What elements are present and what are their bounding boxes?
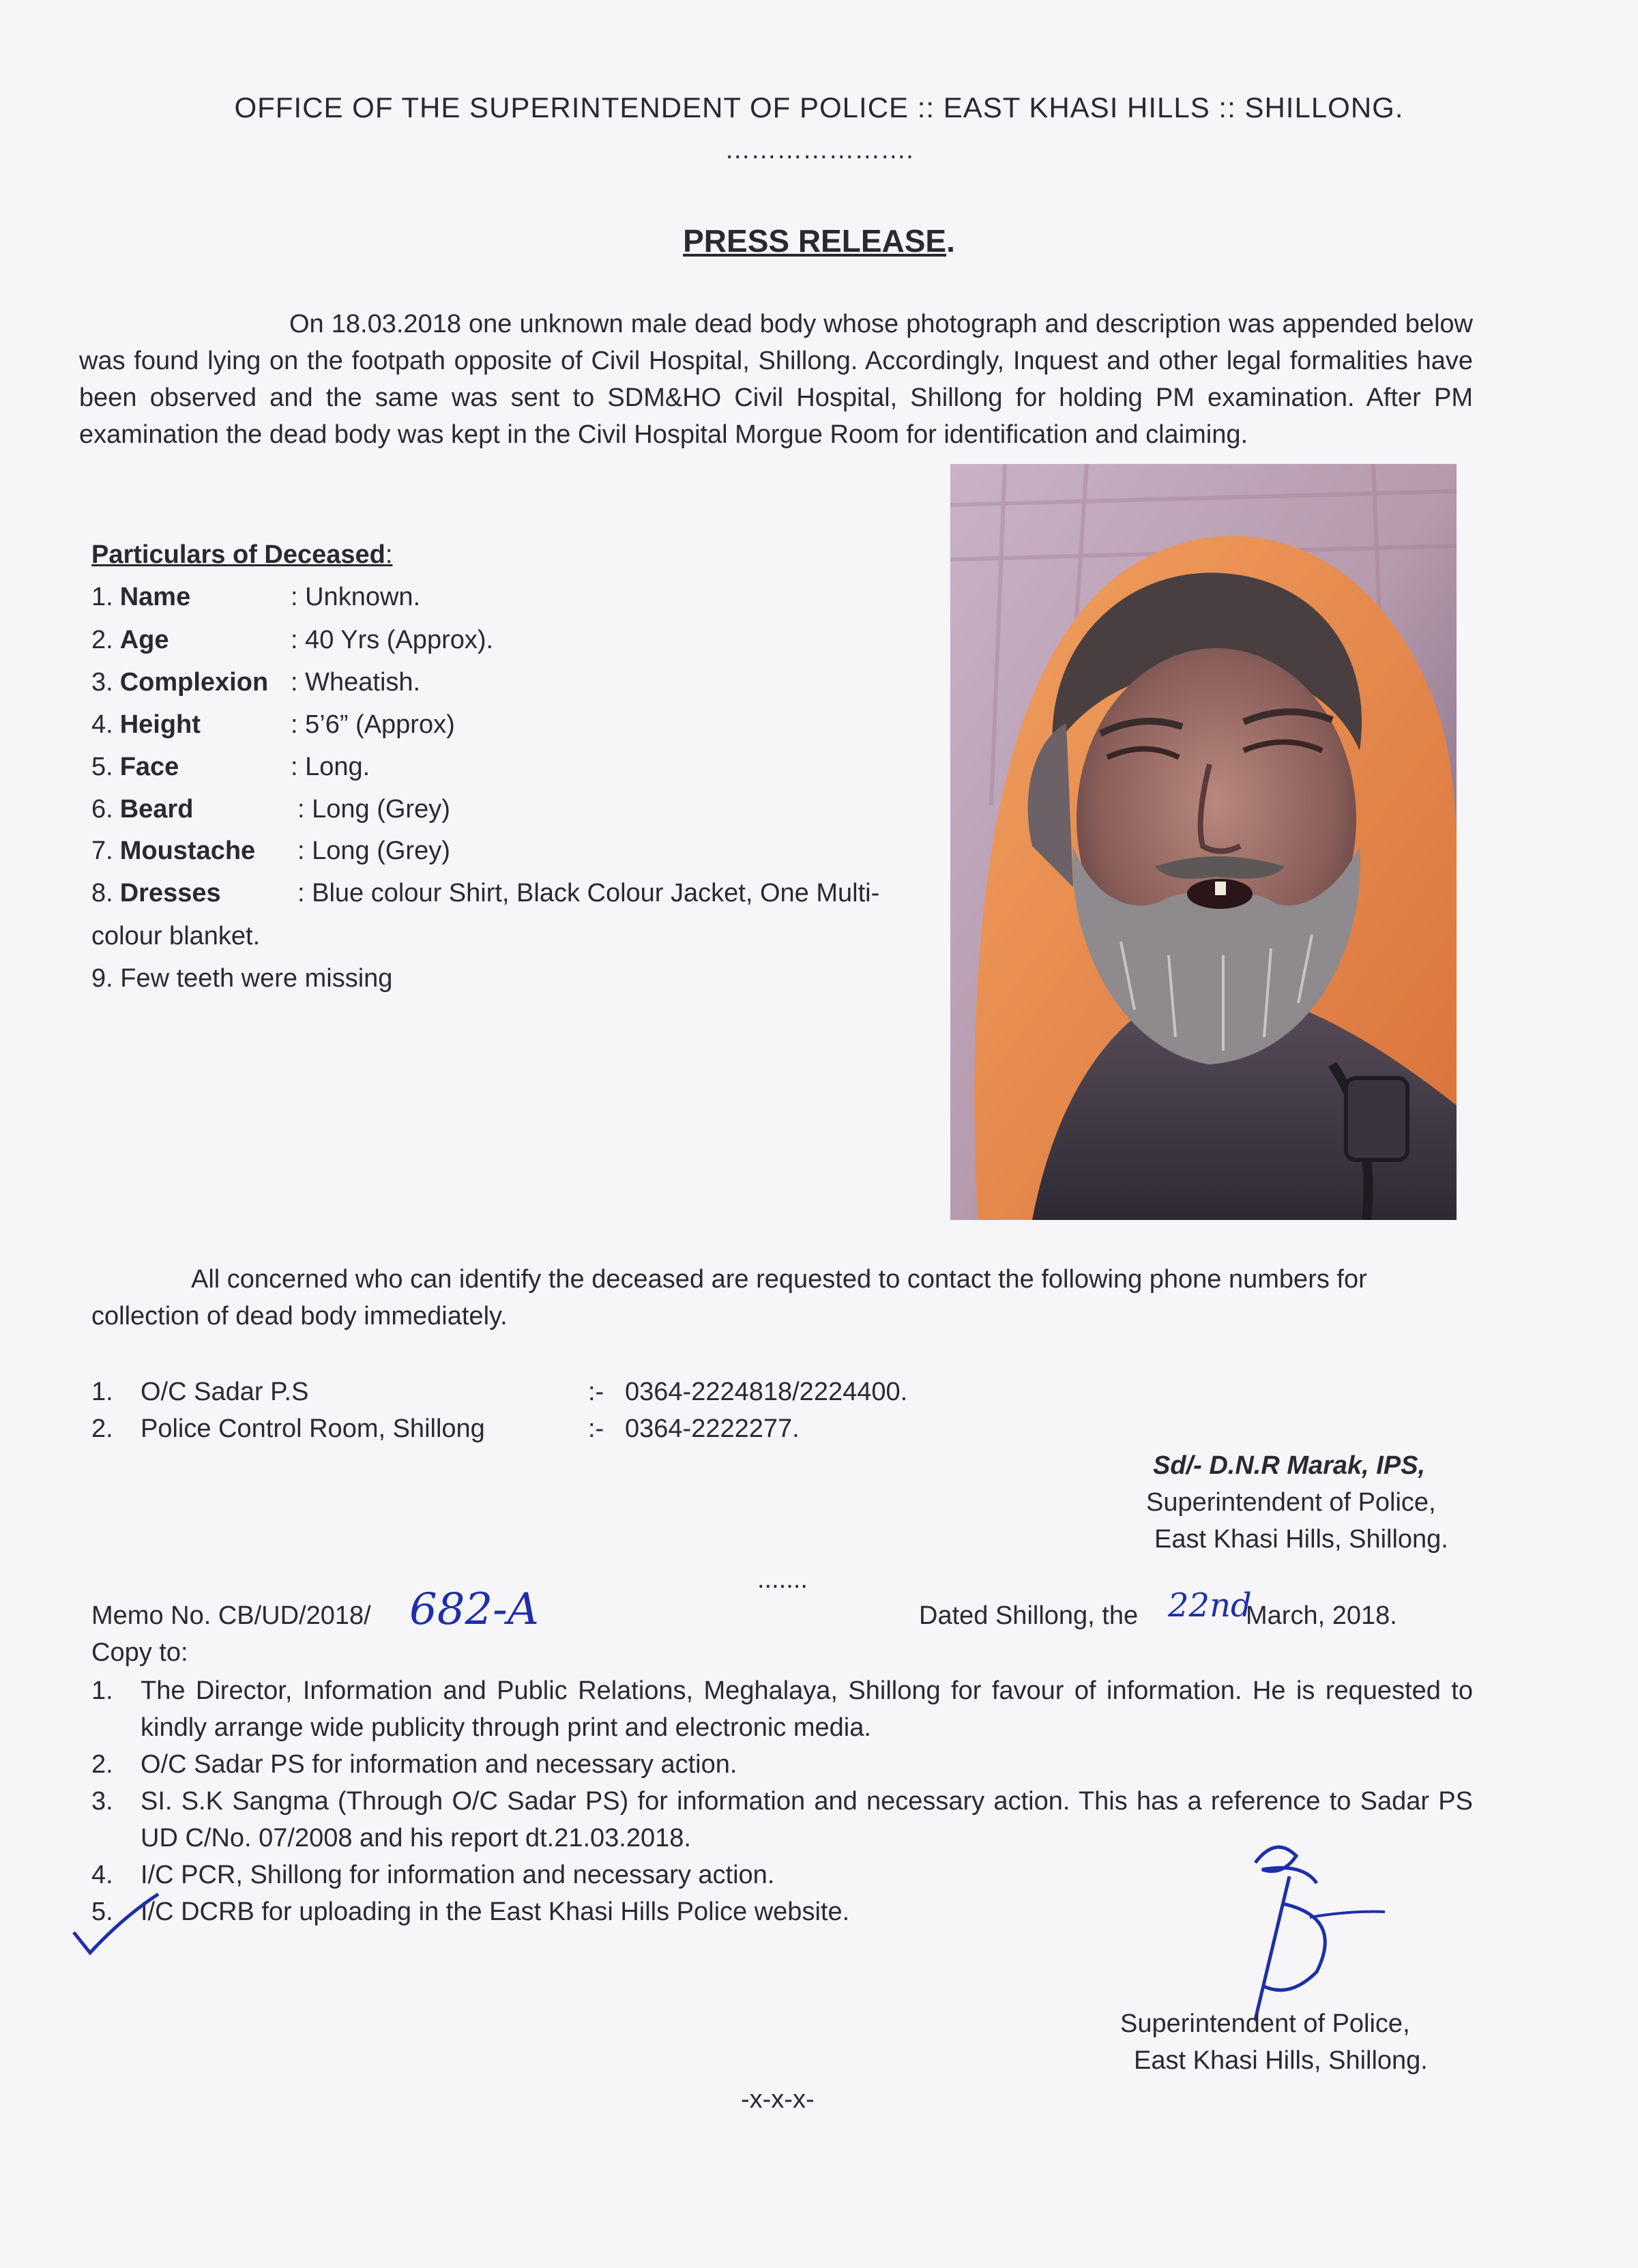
- copy-to-label: Copy to:: [91, 1638, 188, 1667]
- copy-text: The Director, Information and Public Relations, Meghalaya, Shillong for favour of information. He is requested to kindly arrange wide publicity through print and electronic media.: [141, 1676, 1473, 1742]
- memo-prefix: Memo No. CB/UD/2018/: [91, 1601, 371, 1630]
- signature2-designation: Superintendent of Police,: [1120, 2009, 1410, 2038]
- particular-label: Moustache: [119, 837, 256, 865]
- memo-day-handwritten: 22nd: [1168, 1586, 1252, 1625]
- contact-paragraph-text: All concerned who can identify the deceased are requested to contact the following phone numbers for collection of dead body immediately.: [91, 1265, 1367, 1331]
- particular-value: : Long.: [291, 753, 370, 781]
- particular-label: Beard: [119, 795, 194, 824]
- contact-name-2: Police Control Room, Shillong: [141, 1414, 485, 1443]
- press-release-title: [0, 220, 1638, 262]
- particular-num: 8.: [91, 879, 113, 907]
- particular-num: 7.: [91, 837, 113, 865]
- particular-label: Complexion: [119, 668, 269, 697]
- copy-num: 1.: [91, 1676, 113, 1705]
- particular-item: [91, 708, 201, 742]
- particular-label: Height: [119, 710, 201, 739]
- particular-num: 2.: [91, 626, 113, 654]
- contact-phone-1: 0364-2224818/2224400.: [625, 1378, 908, 1406]
- particular-num: 6.: [91, 795, 113, 824]
- particulars-heading: [91, 538, 392, 572]
- particular-num: 3.: [91, 668, 113, 697]
- office-header: OFFICE OF THE SUPERINTENDENT OF POLICE :: EAST KHASI HILLS :: SHILLONG.: [234, 91, 1404, 123]
- contact-sep-1: :-: [588, 1378, 604, 1406]
- particular-label: Dresses: [119, 879, 221, 907]
- particular-value: : Long (Grey): [297, 795, 450, 824]
- particular-label: Face: [119, 753, 179, 781]
- header-dots: ………………….: [725, 136, 913, 164]
- copy-text: I/C DCRB for uploading in the East Khasi Hills Police website.: [141, 1898, 850, 1926]
- particular-label: Age: [119, 626, 169, 654]
- particular-num: 1.: [91, 583, 113, 611]
- title-dot: .: [946, 223, 955, 259]
- deceased-photograph: [950, 464, 1457, 1220]
- particular-item: [91, 792, 193, 827]
- separator-dots: .......: [757, 1565, 808, 1594]
- copy-num: 2.: [91, 1750, 113, 1779]
- particular-label: Name: [119, 583, 191, 611]
- intro-text: On 18.03.2018 one unknown male dead body whose photograph and description was appended below was found lying on the footpath opposite of Civil Hospital, Shillong. Accordingly, Inquest and other legal formalities have been observed and the same was sent to SDM&HO Civil Hospital, Shillong for holding PM examination. After PM examination the dead body was kept in the Civil Hospital Morgue Room for identification and claiming.: [79, 310, 1473, 449]
- particular-num: 5.: [91, 753, 113, 781]
- memo-dated-suffix: March, 2018.: [1246, 1601, 1397, 1630]
- contact-phone-2: 0364-2222277.: [625, 1414, 800, 1443]
- particular-value: : Long (Grey): [297, 837, 450, 865]
- particular-value: : Unknown.: [291, 583, 421, 611]
- signature2-place: East Khasi Hills, Shillong.: [1134, 2046, 1428, 2075]
- copy-text: I/C PCR, Shillong for information and necessary action.: [141, 1861, 775, 1889]
- particulars-colon: :: [385, 540, 393, 569]
- end-mark: -x-x-x-: [741, 2085, 815, 2114]
- copy-text: SI. S.K Sangma (Through O/C Sadar PS) for information and necessary action. This has a reference to Sadar PS UD C/No. 07/2008 and his report dt.21.03.2018.: [141, 1787, 1473, 1852]
- contact-num-1: 1.: [91, 1378, 113, 1406]
- handwritten-tick-mark: [68, 1890, 164, 1965]
- signatory-designation: Superintendent of Police,: [1146, 1488, 1436, 1517]
- particular-value: : Wheatish.: [291, 668, 421, 697]
- contact-num-2: 2.: [91, 1414, 113, 1443]
- copy-num: 4.: [91, 1861, 113, 1889]
- contact-sep-2: :-: [588, 1414, 604, 1443]
- particular-value: : Blue colour Shirt, Black Colour Jacket, One Multi-: [297, 879, 880, 907]
- particular-dresses-continued: colour blanket.: [91, 922, 261, 950]
- copy-num: 5.: [91, 1898, 113, 1926]
- particular-item: [91, 580, 190, 615]
- copy-item: [91, 1746, 1473, 1783]
- signatory-name: Sd/- D.N.R Marak, IPS,: [1153, 1451, 1426, 1480]
- particular-value: : 40 Yrs (Approx).: [291, 626, 494, 654]
- contact-paragraph: [91, 1261, 1473, 1335]
- memo-dated-prefix: Dated Shillong, the: [919, 1601, 1139, 1630]
- particular-value: : 5’6” (Approx): [291, 710, 455, 739]
- memo-number-handwritten: 682-A: [409, 1584, 539, 1635]
- particulars-heading-text: Particulars of Deceased: [91, 540, 385, 569]
- copy-text: O/C Sadar PS for information and necessary action.: [141, 1750, 737, 1779]
- contact-name-1: O/C Sadar P.S: [141, 1378, 309, 1406]
- particular-item: [91, 876, 221, 911]
- particular-item: [91, 834, 255, 869]
- handwritten-signature: [1214, 1835, 1392, 2026]
- deceased-photo-illustration: [950, 464, 1457, 1220]
- title-text: PRESS RELEASE: [683, 223, 947, 259]
- particular-item: [91, 750, 179, 785]
- copy-num: 3.: [91, 1787, 113, 1816]
- particular-num: 4.: [91, 710, 113, 739]
- intro-paragraph: [79, 306, 1473, 453]
- copy-item: [91, 1672, 1473, 1746]
- particular-item: [91, 623, 169, 658]
- particular-item: [91, 665, 268, 700]
- particular-item-9: 9. Few teeth were missing: [91, 964, 393, 993]
- signatory-place: East Khasi Hills, Shillong.: [1154, 1525, 1448, 1554]
